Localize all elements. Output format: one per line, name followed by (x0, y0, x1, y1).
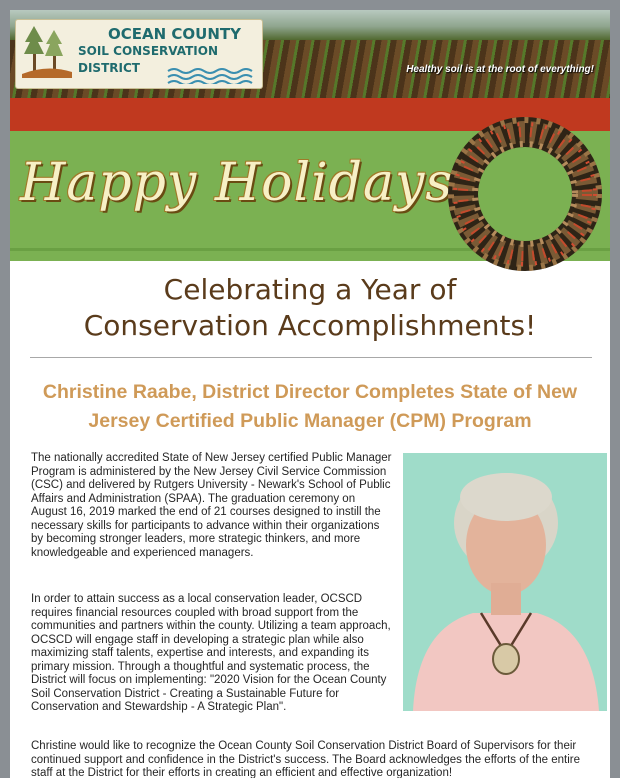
portrait-photo (403, 453, 607, 711)
article-title-line1: Christine Raabe, District Director Completes State of New (42, 381, 578, 403)
page-headline (10, 272, 610, 344)
district-logo (16, 20, 262, 88)
article-paragraph-2: In order to attain success as a local conservation leader, OCSCD requires financial resources coupled with broad support from the communities and partners within the county. Utilizing a team approach, OCSCD will engage staff in developing a strategic plan while also maximizing staff talents, expertise and interests, and expanding its primary mission. Through a thoughtful and systematic process, the District will focus on implementing: "2020 Vision for the Ocean County Soil Conservation District - Creating a Sustainable Future for Conservation and Stewardship - A Strategic Plan". (31, 593, 391, 713)
article-title (20, 378, 600, 436)
wreath-icon (440, 109, 610, 279)
article-paragraph-3: Christine would like to recognize the Ocean County Soil Conservation District Board of Supervisors for their continued support and confidence in the District's success. The Board acknowledges the efforts of the entire staff at the District for their efforts in creating an efficient and effective organization! (31, 740, 580, 778)
headline-line2: Conservation Accomplishments! (83, 309, 537, 342)
org-line2: SOIL CONSERVATION DISTRICT (78, 44, 218, 75)
article-title-line2: Jersey Certified Public Manager (CPM) Program (88, 410, 532, 432)
person-portrait-icon (403, 453, 607, 711)
tree-icon (22, 24, 72, 78)
org-line1: OCEAN COUNTY (108, 25, 241, 43)
holiday-band (10, 131, 610, 261)
divider (30, 357, 592, 358)
holiday-greeting: Happy Holidays (20, 153, 454, 213)
water-waves-icon (166, 66, 258, 84)
headline-line1: Celebrating a Year of (163, 273, 457, 306)
tagline: Healthy soil is at the root of everything! (406, 64, 594, 75)
article-paragraph-1: The nationally accredited State of New Jersey certified Public Manager Program is administered by the New Jersey Civil Service Commission (CSC) and delivered by Rutgers University - Newark's School of Public Affairs and Administration (SPAA). The graduation ceremony on August 16, 2019 marked the end of 21 courses designed to instill the necessary skills for participants to advance within their organizations by becoming stronger leaders, more strategic thinkers, and more knowledgeable and experienced managers. (31, 452, 392, 559)
header-banner (10, 10, 610, 98)
newsletter-frame (10, 10, 610, 778)
